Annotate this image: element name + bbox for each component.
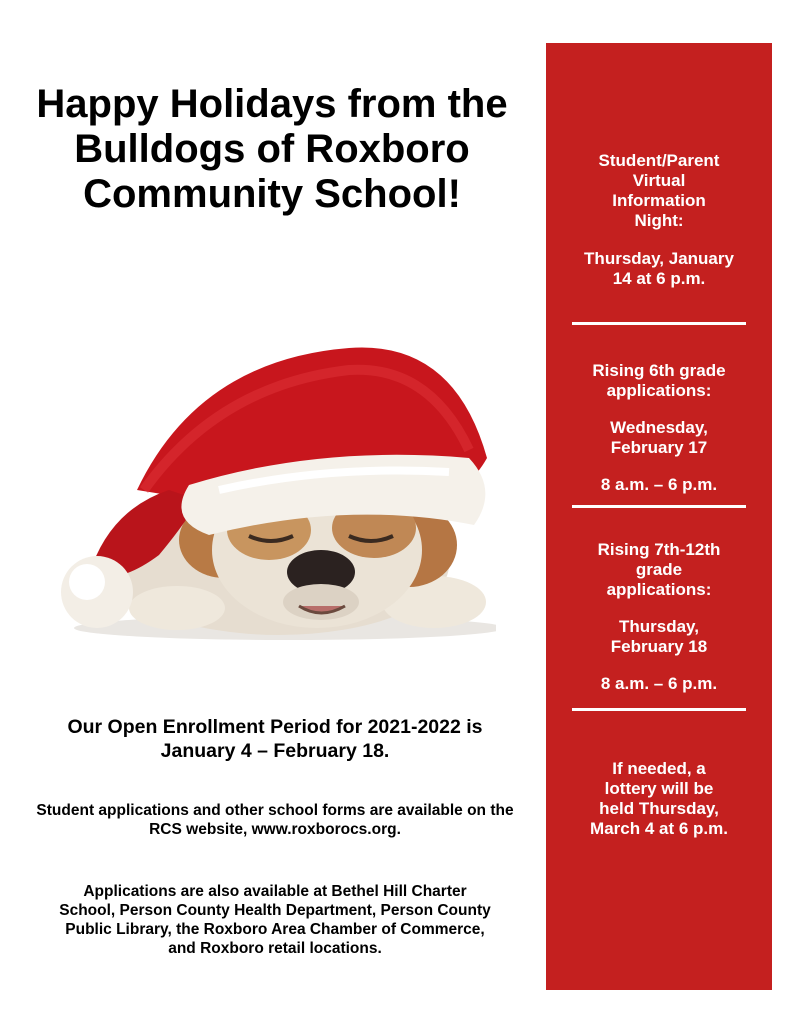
info-night-block [546, 151, 772, 289]
enrollment-period-text: Our Open Enrollment Period for 2021-2022 is January 4 – February 18. [67, 716, 483, 762]
grade6-date: Wednesday, February 17 [610, 418, 708, 457]
info-night-title: Student/Parent Virtual Information Night: [598, 151, 720, 230]
grade6-block [546, 361, 772, 495]
bulldog-santa-hat-photo [49, 340, 496, 640]
sidebar-divider [572, 505, 746, 508]
sidebar-divider [572, 322, 746, 325]
grade7-12-time: 8 a.m. – 6 p.m. [600, 674, 718, 693]
grade7-12-block [546, 540, 772, 694]
grade7-12-title: Rising 7th-12th grade applications: [597, 540, 721, 599]
grade7-12-date: Thursday, February 18 [610, 617, 708, 656]
events-sidebar [546, 43, 772, 990]
grade6-time: 8 a.m. – 6 p.m. [600, 475, 718, 494]
website-note: Student applications and other school forms are available on the RCS website, www.roxborocs.org. [36, 802, 514, 838]
locations-note: Applications are also available at Bethel Hill Charter School, Person County Health Department, Person County Public Library, the Roxboro Area Chamber of Commerce, and Roxboro retail locations. [59, 883, 491, 957]
info-night-date: Thursday, January 14 at 6 p.m. [584, 249, 734, 288]
page-title: Happy Holidays from the Bulldogs of Roxboro Community School! [36, 82, 508, 216]
lottery-block [546, 759, 772, 839]
sidebar-divider [572, 708, 746, 711]
lottery-note: If needed, a lottery will be held Thursday, March 4 at 6 p.m. [590, 759, 728, 838]
grade6-title: Rising 6th grade applications: [592, 361, 726, 400]
